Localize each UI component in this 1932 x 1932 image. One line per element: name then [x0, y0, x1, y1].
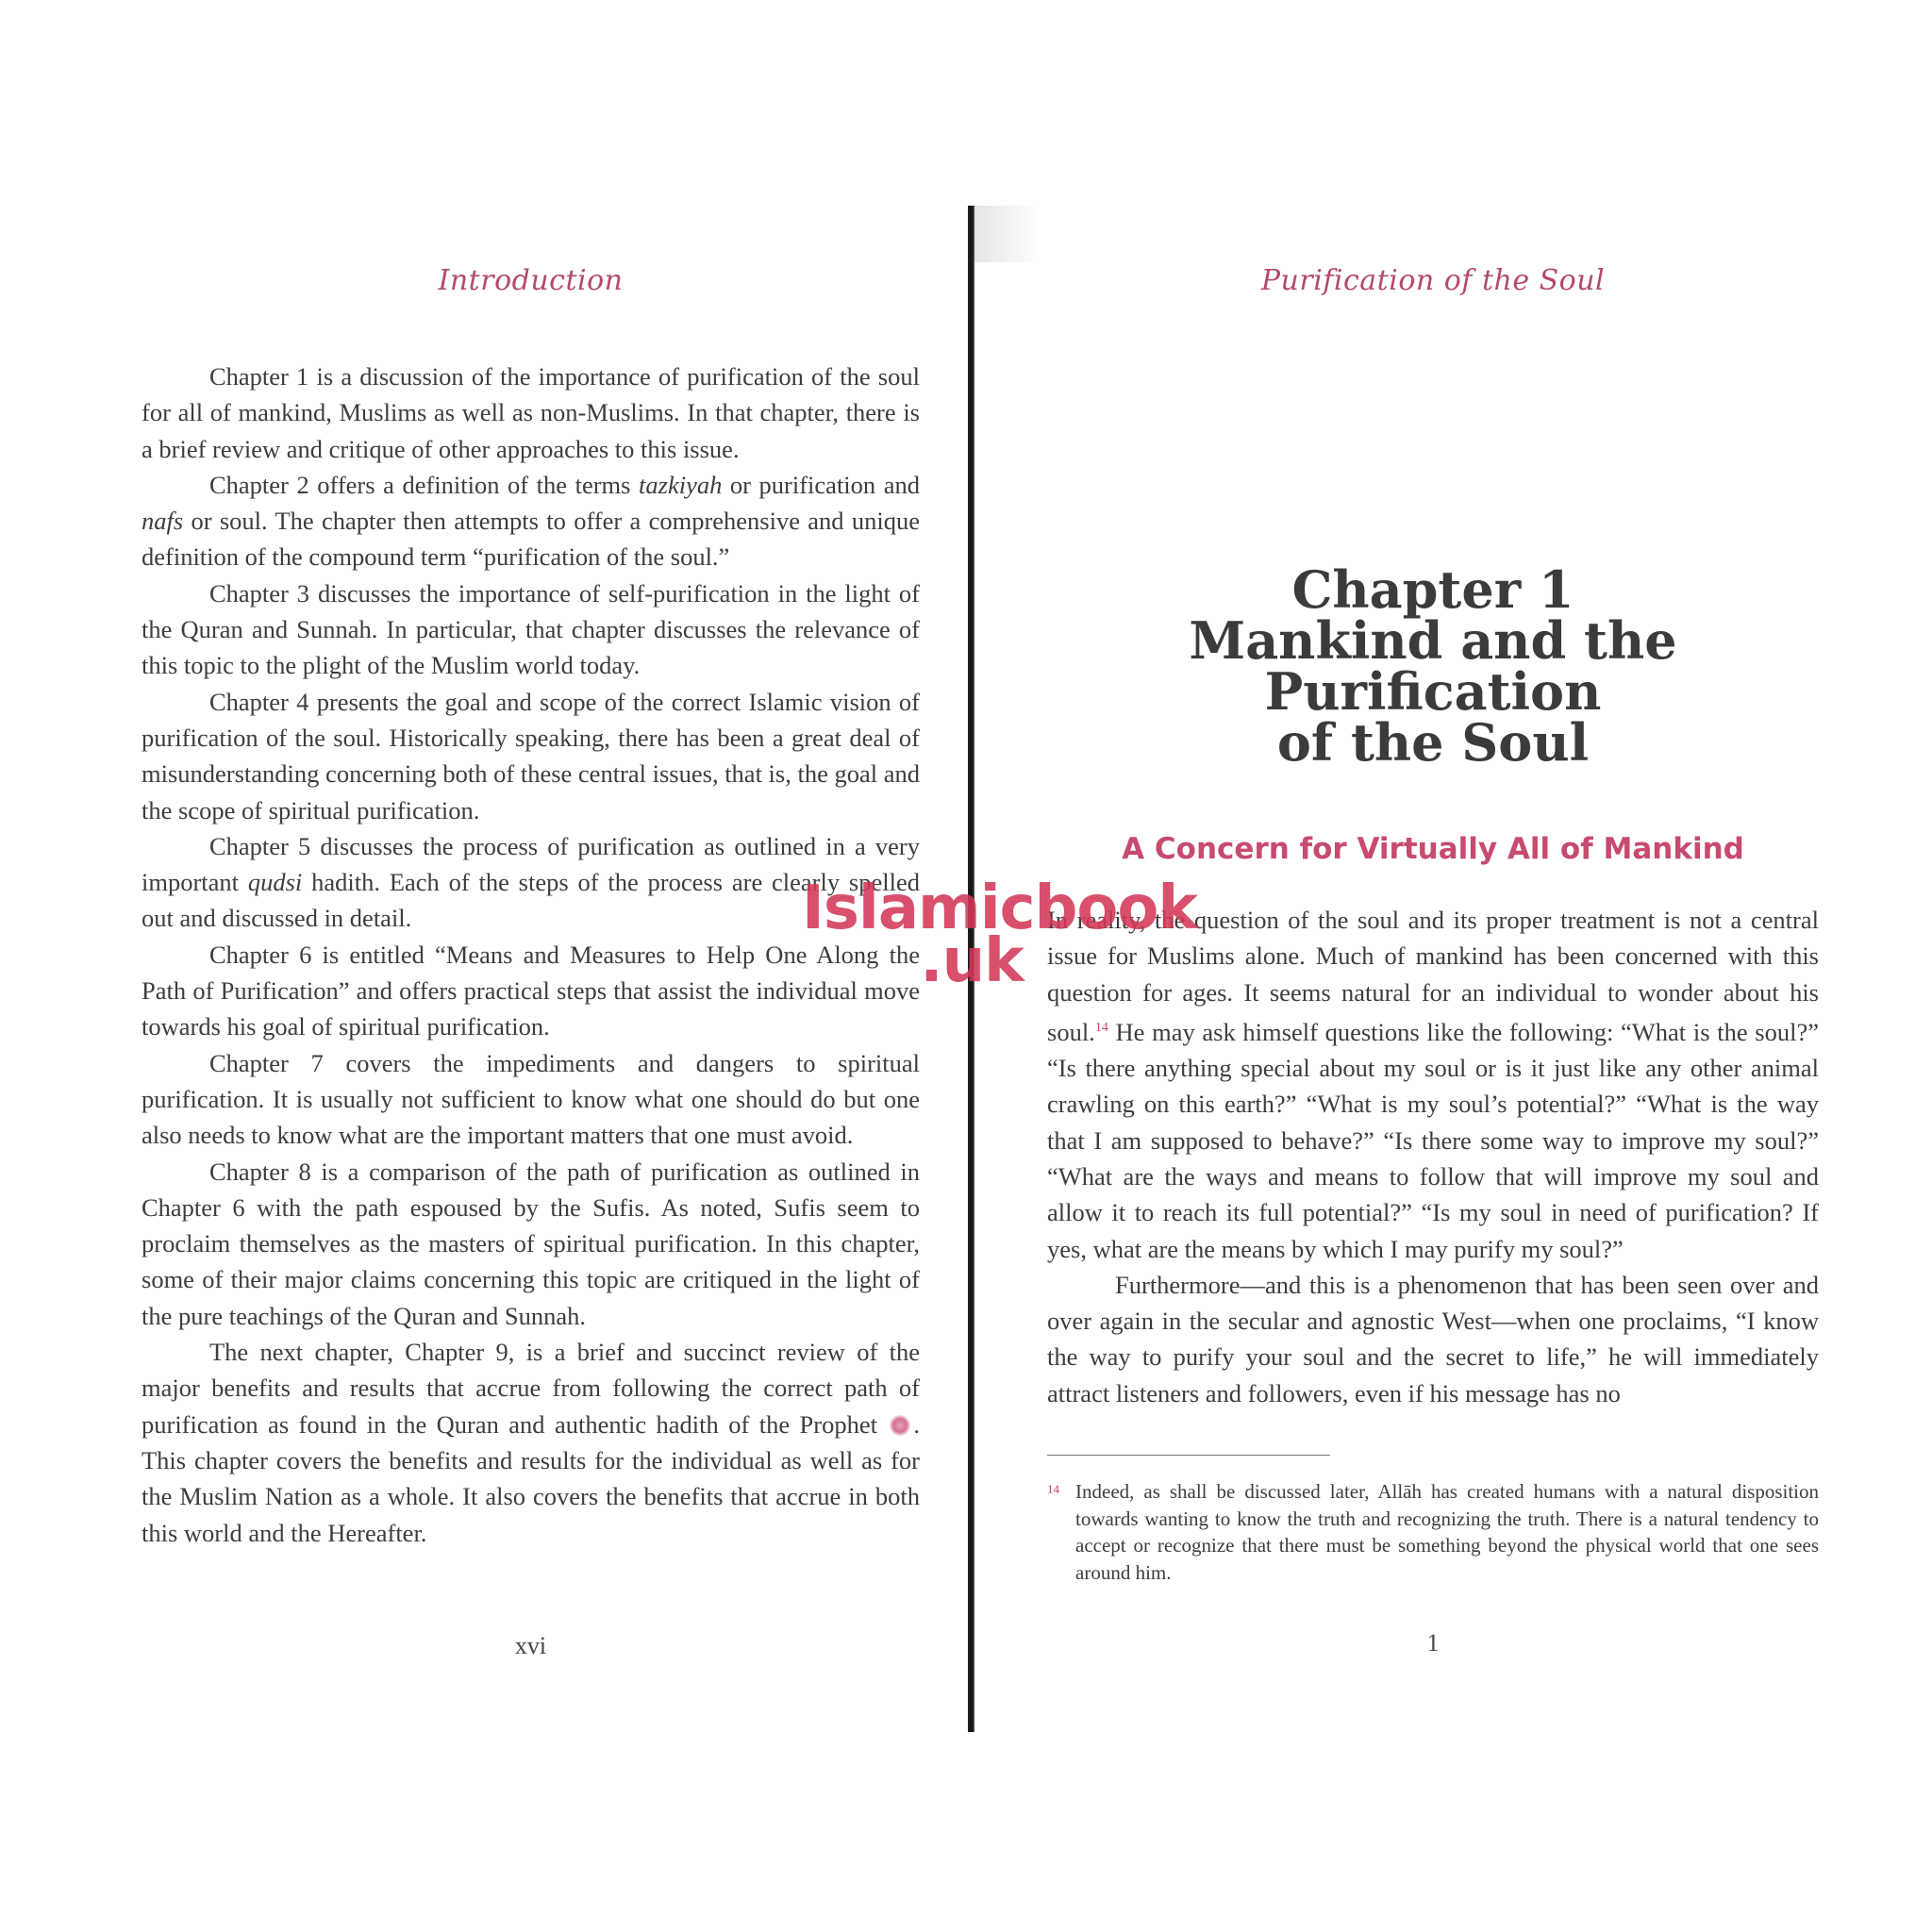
chapter-title-line: Chapter 1: [1291, 559, 1574, 620]
italic-term: tazkiyah: [639, 470, 723, 499]
watermark: [802, 874, 1197, 996]
text-run: hadith. Each of the steps of the process are clearly spelled out and discussed in detail.: [142, 868, 920, 933]
text-run: He may ask himself questions like the following: “What is the soul?” “Is there anything special about my soul or is it just like any other animal crawling on this earth?” “What is my soul’s potential?” “What is the way that I am supposed to behave?” “Is there some way to improve my soul?” “What are the ways and means to follow that will improve my soul and allow it to reach its full potential?” “Is my soul in need of purification? If yes, what are the means by which I may purify my soul?”: [1047, 1017, 1819, 1263]
text-run: Chapter 3 discusses the importance of self-purification in the light of the Quran and Sunnah. In particular, that chapter discusses the relevance of this topic to the plight of the Muslim world today.: [142, 578, 920, 680]
text-run: Chapter 4 presents the goal and scope of the correct Islamic vision of purification of the soul. Historically speaking, there has been a great deal of misunderstanding concerning both of these central issues, that is, the goal and the scope of spiritual purification.: [142, 687, 920, 824]
running-head-right: Purification of the Soul: [1260, 264, 1606, 297]
paragraph: [1047, 1267, 1819, 1411]
italic-term: nafs: [142, 507, 184, 536]
text-run: Furthermore—and this is a phenomenon that has been seen over and over again in the secular and agnostic West—when one proclaims, “I know the way to purify your soul and the secret to life,” he will immediately attract listeners and followers, even if his message has no: [1047, 1270, 1819, 1407]
text-run: Chapter 6 is entitled “Means and Measures to Help One Along the Path of Purification” and offers practical steps that assist the individual move towards his goal of spiritual purification.: [142, 940, 920, 1041]
page-number-left: xvi: [514, 1632, 547, 1659]
paragraph: [142, 1045, 920, 1154]
footnote-rule: [1047, 1455, 1330, 1456]
paragraph: [1047, 902, 1819, 1267]
text-run: or purification and: [722, 470, 920, 499]
watermark-line: Islamicbook: [802, 874, 1197, 943]
page-number-right: 1: [1426, 1629, 1440, 1657]
text-run: Chapter 5 discusses the process of purification as outlined in a very important: [142, 831, 920, 897]
right-body-text: [1047, 902, 1819, 1411]
footnote-mark: 14: [1047, 1482, 1059, 1496]
text-run: Chapter 1 is a discussion of the importance of purification of the soul for all of mankind, Muslims as well as non-Muslims. In that chapter, there is a brief review and critique of other approaches to this issue.: [142, 362, 920, 463]
chapter-title: [1047, 559, 1819, 773]
section-heading: A Concern for Virtually All of Mankind: [1122, 832, 1744, 866]
chapter-title-line: Mankind and the Purification: [1189, 610, 1677, 722]
text-run: Chapter 2 offers a definition of the terms: [209, 470, 640, 499]
text-run: . This chapter covers the benefits and results for the individual as well as for the Muslim Nation as a whole. It also covers the benefits that accrue in both this world and the Hereafter.: [142, 1409, 920, 1547]
footnote: [1047, 1478, 1819, 1586]
italic-term: qudsi: [247, 868, 303, 897]
text-run: In reality, the question of the soul and its proper treatment is not a central issue for Muslims alone. Much of mankind has been concerned with this question for ages. It seems natural for an individual to wonder about his soul.: [1047, 906, 1819, 1046]
paragraph: [142, 358, 920, 467]
footnote-reference: 14: [1094, 1020, 1108, 1035]
text-run: Chapter 8 is a comparison of the path of purification as outlined in Chapter 6 with the path espoused by the Sufis. As noted, Sufis seem to proclaim themselves as the masters of spiritual purification. In this chapter, some of their major claims concerning this topic are critiqued in the light of the pure teachings of the Quran and Sunnah.: [142, 1157, 920, 1330]
text-run: or soul. The chapter then attempts to offer a comprehensive and unique definition of the compound term “purification of the soul.”: [142, 507, 920, 572]
paragraph: [142, 467, 920, 575]
running-head-left: Introduction: [438, 264, 624, 297]
text-run: The next chapter, Chapter 9, is a brief and succinct review of the major benefits and results that accrue from following the correct path of purification as found in the Quran and authentic hadith of the Prophet: [142, 1338, 920, 1439]
watermark-line: .uk: [920, 926, 1024, 996]
paragraph: [142, 1334, 920, 1551]
footnote-text: Indeed, as shall be discussed later, Allāh has created humans with a natural disposition towards wanting to know the truth and recognizing the truth. There is a natural tendency to accept or recognize that there must be something beyond the physical world that one sees around him.: [1075, 1480, 1819, 1584]
paragraph: [142, 1154, 920, 1334]
chapter-title-line: of the Soul: [1276, 712, 1590, 773]
paragraph: [142, 575, 920, 684]
paragraph: [142, 684, 920, 828]
salawat-icon: [890, 1415, 910, 1436]
spine-shadow: [974, 206, 1041, 262]
text-run: Chapter 7 covers the impediments and dangers to spiritual purification. It is usually not sufficient to know what one should do but one also needs to know what are the important matters that one must avoid.: [142, 1048, 920, 1150]
